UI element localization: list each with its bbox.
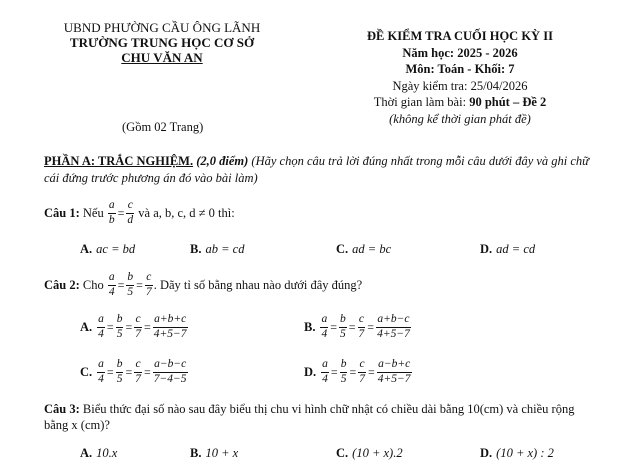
option-c[interactable]: C. $\frac{a}{4}$ = $\frac{b}{5}$ = $\frac{c}{7}$ = $\frac{a-b-c}{7-4-5}$: [80, 358, 187, 385]
question-prefix: Cho: [82, 277, 104, 292]
option-a[interactable]: A. ac = bd: [80, 242, 136, 256]
fraction: $\frac{a}{b}$: [108, 199, 115, 226]
question-prefix: Nếu: [82, 205, 104, 220]
question-label: Câu 3:: [44, 402, 80, 416]
section-instruction: (Hãy chọn câu trả lời đúng nhất trong mỗi câu dưới đây và ghi chữ: [251, 154, 590, 168]
exam-duration: Thời gian làm bài: 90 phút – Đề 2: [373, 95, 547, 109]
ward-name: UBND PHƯỜNG CẦU ÔNG LÃNH: [63, 20, 261, 35]
option-a[interactable]: A. 10.x: [80, 446, 118, 460]
option-c[interactable]: C. ad = bc: [336, 242, 392, 256]
option-c[interactable]: C. (10 + x).2: [336, 446, 403, 460]
school-name: CHU VĂN AN: [121, 50, 203, 65]
question-condition: và a, b, c, d ≠ 0 thì:: [138, 205, 235, 220]
fraction: $\frac{c}{d}$: [127, 199, 134, 226]
section-title: PHẦN A: TRẮC NGHIỆM.: [44, 154, 194, 168]
exam-title: ĐỀ KIỂM TRA CUỐI HỌC KỲ II: [367, 29, 553, 43]
question-3: [44, 402, 574, 417]
option-b[interactable]: B. 10 + x: [190, 446, 239, 460]
question-3-cont: bằng x (cm)?: [44, 418, 110, 432]
exam-info: [330, 28, 590, 127]
section-instruction-cont: cái đứng trước phương án đó vào bài làm): [44, 171, 258, 185]
question-suffix: . Dãy tỉ số bằng nhau nào dưới đây đúng?: [153, 277, 363, 292]
section-heading: [44, 154, 589, 169]
question-text: Biểu thức đại số nào sau đây biểu thị chu vi hình chữ nhật có chiều dài bằng 10(cm) và chiều rộng: [82, 402, 575, 416]
duration-note: (không kể thời gian phát đề): [389, 111, 531, 126]
school-year: Năm học: 2025 - 2026: [402, 45, 518, 60]
option-b[interactable]: B. $\frac{a}{4}$ = $\frac{b}{5}$ = $\frac{c}{7}$ = $\frac{a+b-c}{4+5-7}$: [304, 313, 410, 340]
question-label: Câu 2:: [44, 277, 80, 292]
exam-date: Ngày kiểm tra: 25/04/2026: [392, 78, 528, 93]
subject-grade: Môn: Toán - Khối: 7: [405, 62, 515, 76]
option-d[interactable]: D. (10 + x) : 2: [480, 446, 554, 460]
option-d[interactable]: D. ad = cd: [480, 242, 536, 256]
question-1: Câu 1: Nếu $\frac{a}{b}$ = $\frac{c}{d}$ và a, b, c, d ≠ 0 thì:: [44, 199, 235, 226]
option-d[interactable]: D. $\frac{a}{4}$ = $\frac{b}{5}$ = $\frac{c}{7}$ = $\frac{a-b+c}{4+5-7}$: [304, 358, 411, 385]
section-points: (2,0 điểm): [196, 154, 249, 168]
question-2: Câu 2: Cho $\frac{a}{4}$ = $\frac{b}{5}$ = $\frac{c}{7}$ . Dãy tỉ số bằng nhau nào dưới đây đúng?: [44, 271, 363, 298]
page-count: (Gồm 02 Trang): [122, 120, 204, 134]
option-a[interactable]: A. $\frac{a}{4}$ = $\frac{b}{5}$ = $\frac{c}{7}$ = $\frac{a+b+c}{4+5-7}$: [80, 313, 187, 340]
school-header: [42, 20, 282, 65]
question-label: Câu 1:: [44, 205, 80, 220]
option-b[interactable]: B. ab = cd: [190, 242, 245, 256]
school-type: TRƯỜNG TRUNG HỌC CƠ SỞ: [69, 35, 255, 50]
